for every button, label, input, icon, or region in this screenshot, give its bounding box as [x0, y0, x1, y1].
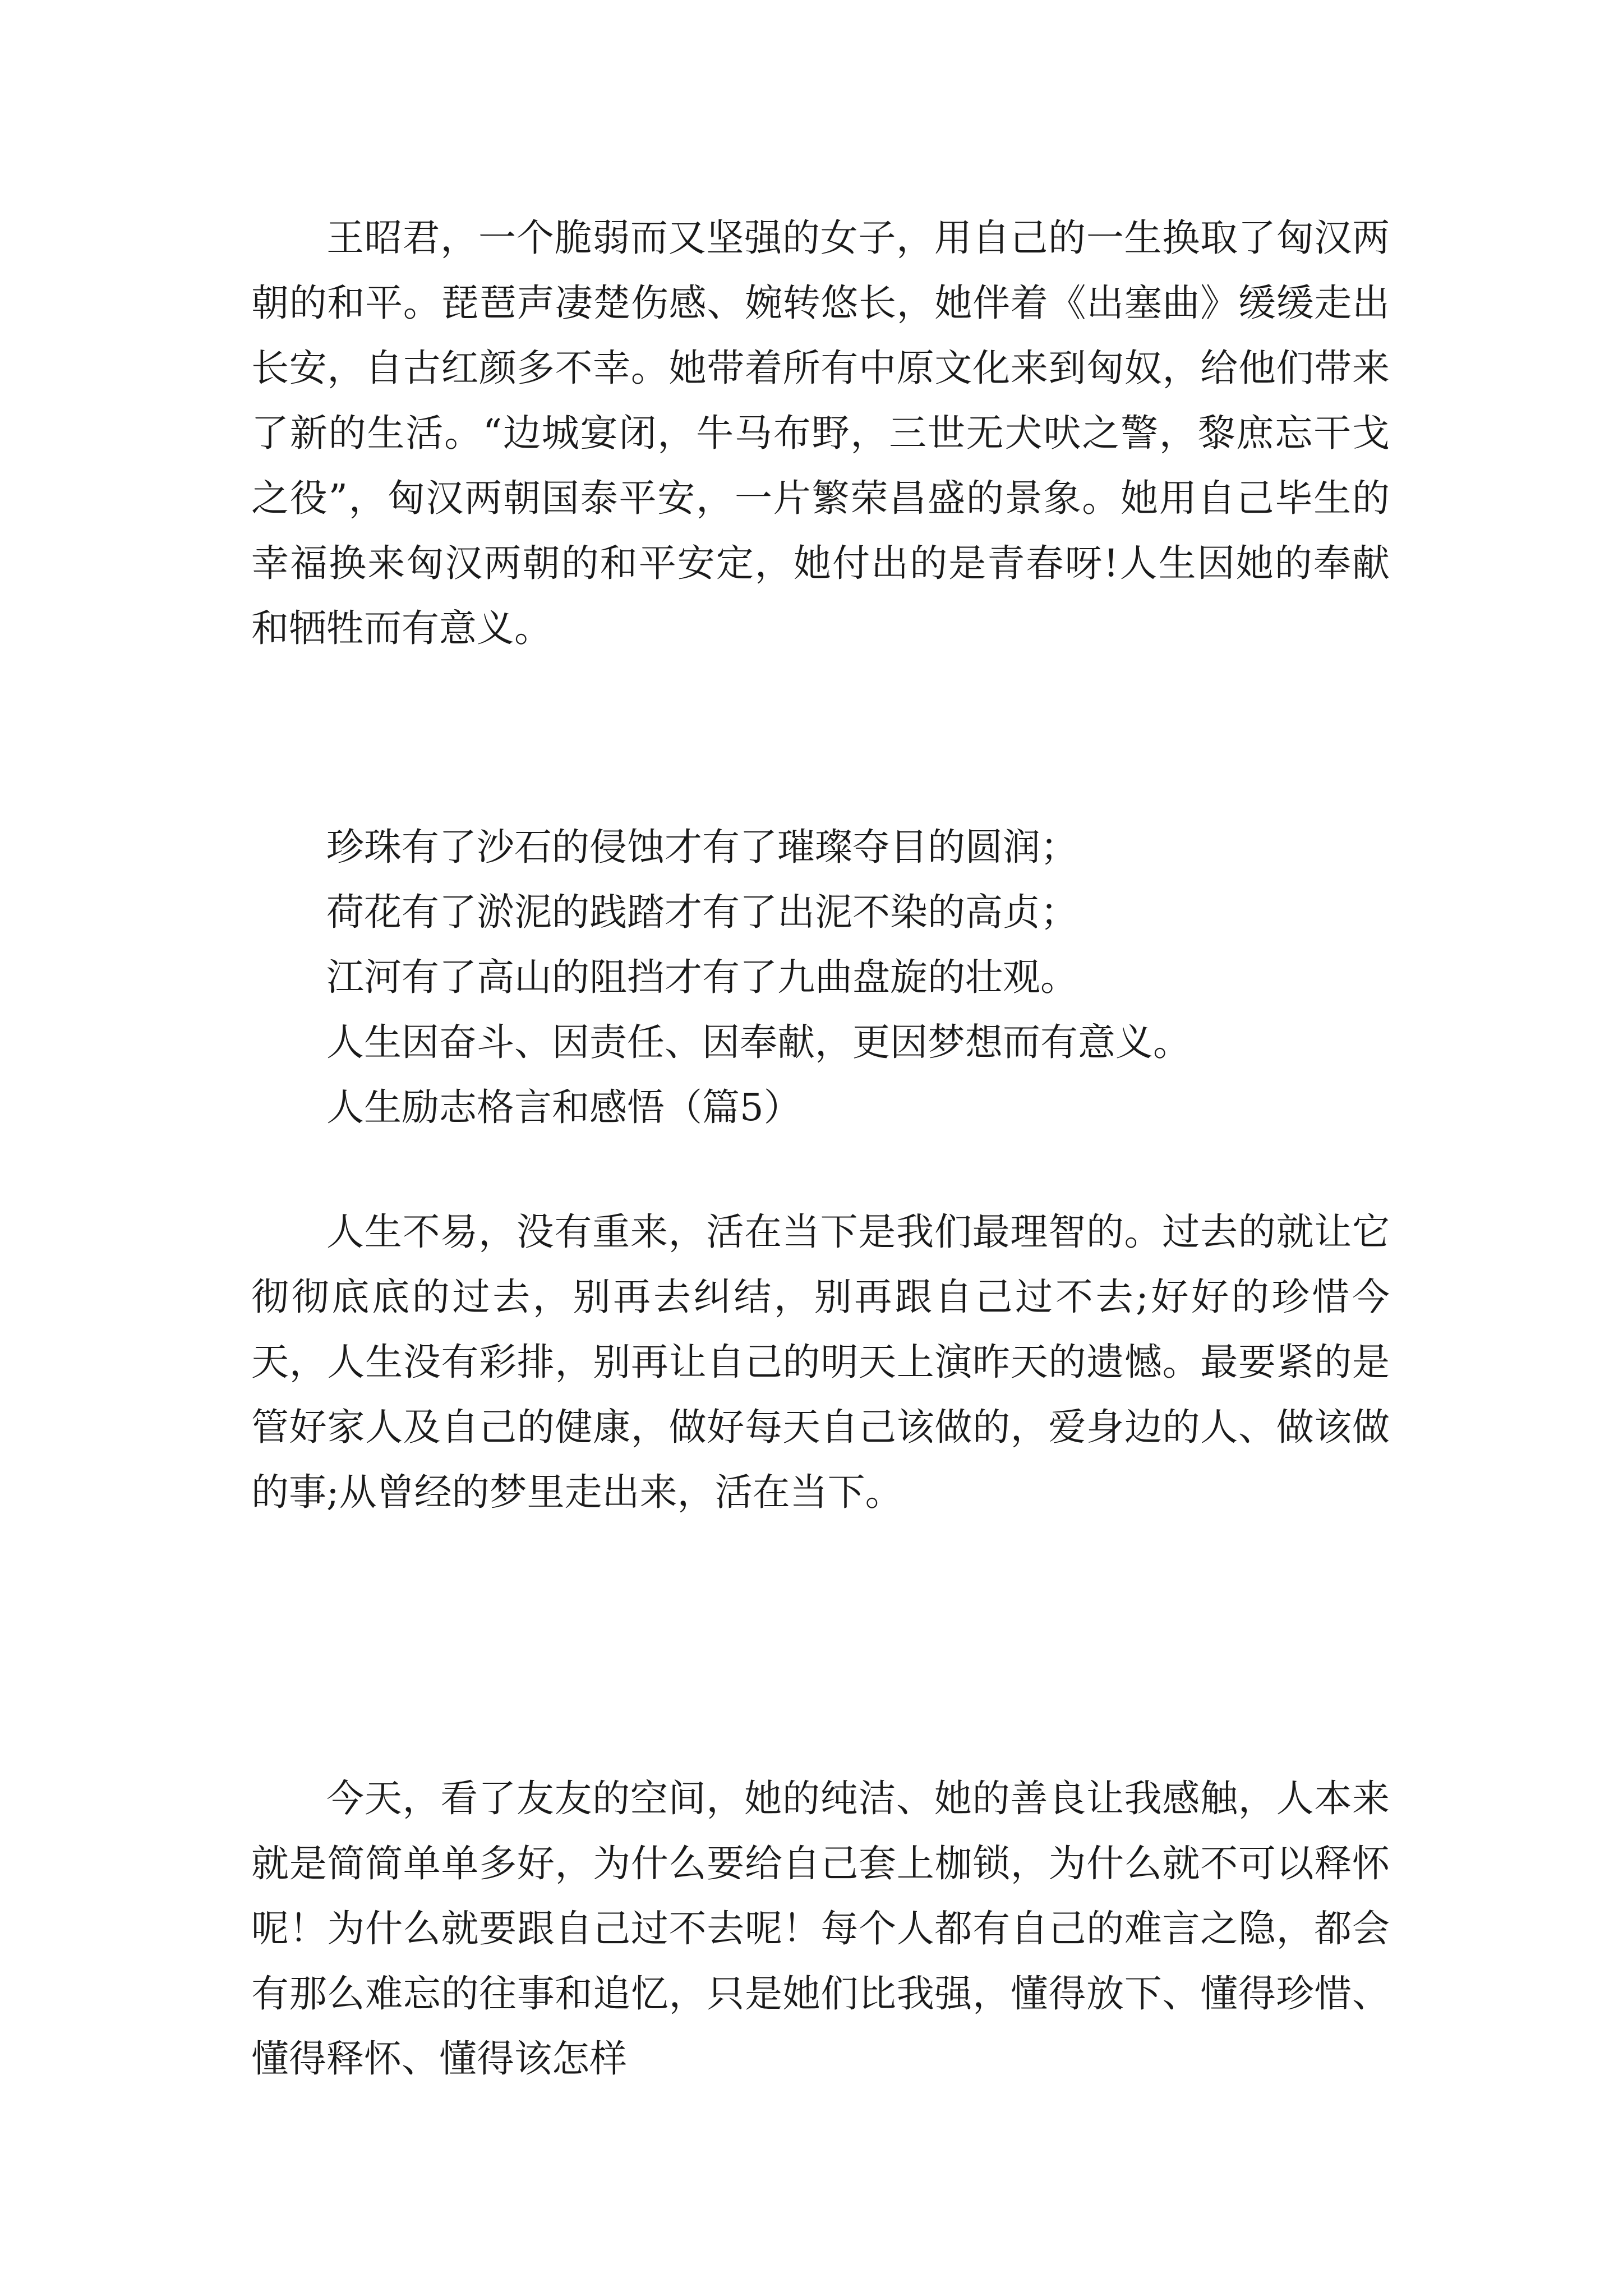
paragraph-wang-zhaojun: 王昭君，一个脆弱而又坚强的女子，用自己的一生换取了匈汉两朝的和平。琵琶声凄楚伤感、婉转悠长，她伴着《出塞曲》缓缓走出长安，自古红颜多不幸。她带着所有中原文化来到匈奴，给他们带来了新的生活。“边城宴闭，牛马布野，三世无犬吠之警，黎庶忘干戈之役”，匈汉两朝国泰平安，一片繁荣昌盛的景象。她用自己毕生的幸福换来匈汉两朝的和平安定，她付出的是青春呀!人生因她的奉献和牺牲而有意义。 [251, 216, 1390, 650]
line-river: 江河有了高山的阻挡才有了九曲盘旋的壮观。 [326, 955, 1078, 999]
line-life-meaning: 人生因奋斗、因责任、因奉献，更因梦想而有意义。 [326, 1020, 1191, 1064]
line-pearl: 珍珠有了沙石的侵蚀才有了璀璨夺目的圆润； [326, 825, 1078, 869]
paragraph-live-in-present-block [251, 1199, 1390, 1525]
paragraph-live-in-present: 人生不易，没有重来，活在当下是我们最理智的。过去的就让它彻彻底底的过去，别再去纠结，别再跟自己过不去;好好的珍惜今天，人生没有彩排，别再让自己的明天上演昨天的遗憾。最要紧的是管好家人及自己的健康，做好每天自己该做的，爱身边的人、做该做的事;从曾经的梦里走出来，活在当下。 [251, 1210, 1390, 1514]
paragraph-friend-space: 今天，看了友友的空间，她的纯洁、她的善良让我感触，人本来就是简简单单多好，为什么要给自己套上枷锁，为什么就不可以释怀呢！为什么就要跟自己过不去呢！每个人都有自己的难言之隐，都会有那么难忘的往事和追忆，只是她们比我强，懂得放下、懂得珍惜、懂得释怀、懂得该怎样 [251, 1777, 1390, 2081]
paragraph-wang-zhaojun-block [251, 205, 1390, 661]
section-heading: 人生励志格言和感悟（篇5） [326, 1085, 801, 1129]
line-lotus: 荷花有了淤泥的践踏才有了出泥不染的高贞； [326, 890, 1078, 934]
short-lines-block [251, 815, 1390, 1140]
paragraph-friend-space-block [251, 1766, 1390, 2091]
